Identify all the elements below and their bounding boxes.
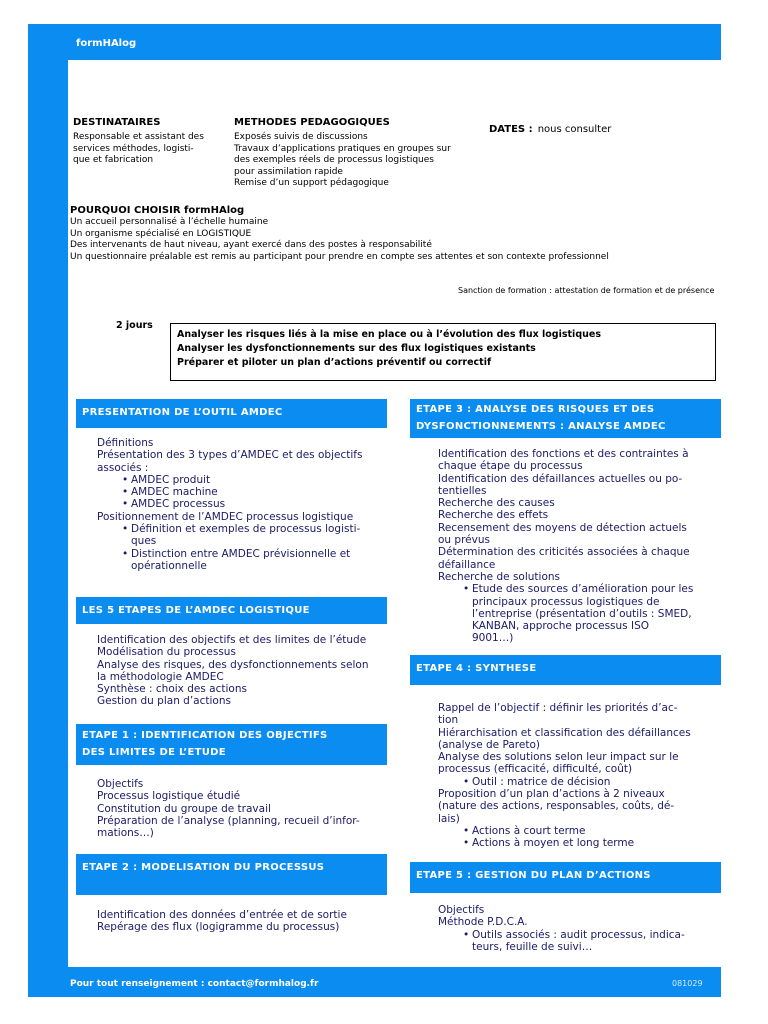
bullet-list [438,776,691,788]
pourquoi-line: Des intervenants de haut niveau, ayant exercé dans des postes à responsabilité [70,240,432,250]
section-title: DYSFONCTIONNEMENTS : ANALYSE AMDEC [416,421,666,432]
objectives-box [170,323,716,381]
destinataires-block [73,117,223,167]
section-title: LES 5 ETAPES DE L’AMDEC LOGISTIQUE [82,605,310,616]
bullet-text: Outil : matrice de décision [472,775,611,788]
left-frame-bar [28,24,68,997]
list-item: Repérage des flux (logigramme du processus) [97,921,340,934]
bullet-text: principaux processus logistiques de [472,595,660,608]
section-header-etape-4 [410,655,721,685]
section-title: ETAPE 5 : GESTION DU PLAN D’ACTIONS [416,870,651,881]
list-item: défaillance [438,558,496,571]
dates-value: nous consulter [537,124,612,135]
bullet-icon: • [463,837,470,850]
bullet-text: Définition et exemples de processus logisti- [131,523,361,536]
pourquoi-title: POURQUOI CHOISIR formHAlog [70,205,245,216]
footer-code: 081029 [672,979,703,988]
pourquoi-line: Un questionnaire préalable est remis au participant pour prendre en compte ses attentes et son contexte professionnel [70,251,609,262]
list-item: (nature des actions, responsables, coûts, dé- [438,800,675,813]
bullet-text: Outils associés : audit processus, indica- [472,928,685,941]
destinataires-line: que et fabrication [73,155,154,165]
bullet-icon: • [122,547,129,560]
section-header-etape-5 [410,862,721,893]
section-body-etape-4 [438,702,691,850]
list-item: Rappel de l’objectif : définir les priorités d’ac- [438,702,678,714]
list-item: Présentation des 3 types d’AMDEC et des objectifs [97,449,363,462]
list-item: Identification des données d’entrée et de sortie [97,909,347,921]
bullet-icon: • [122,523,129,536]
list-item: tion [438,714,459,727]
section-title: ETAPE 4 : SYNTHESE [416,663,537,674]
list-item: Recherche des effets [438,509,549,522]
objective-item: Analyser les dysfonctionnements sur des flux logistiques existants [177,343,536,354]
list-item: Identification des fonctions et des contraintes à [438,448,689,460]
bullet-icon: • [463,824,470,837]
bullet-item [97,498,362,510]
dates-block [489,117,611,136]
section-body-presentation [97,437,362,572]
list-item: Définitions [97,437,154,449]
bullet-list [438,583,693,644]
list-item: Hiérarchisation et classification des défaillances [438,726,691,739]
bullet-text: AMDEC processus [131,498,226,511]
methodes-line: des exemples réels de processus logistiques [234,155,434,165]
section-title: ETAPE 2 : MODELISATION DU PROCESSUS [82,862,325,873]
list-item: tentielles [438,484,487,497]
list-item: Modélisation du processus [97,646,236,659]
bullet-item [97,548,362,573]
list-item: Constitution du groupe de travail [97,802,271,815]
list-item: Analyse des solutions selon leur impact sur le [438,751,679,764]
duration-label: 2 jours [116,320,153,331]
list-item: Préparation de l’analyse (planning, recueil d’infor- [97,814,360,827]
section-header-etape-3 [410,399,721,438]
bullet-icon: • [463,583,470,596]
methodes-line: Travaux d’applications pratiques en groupes sur [234,143,451,154]
pourquoi-line: Un organisme spécialisé en LOGISTIQUE [70,228,252,239]
section-header-etape-1 [76,724,387,765]
list-item: mations…) [97,827,154,840]
pourquoi-block [70,205,609,263]
section-body-etape-2 [97,909,347,934]
bullet-text: AMDEC machine [131,486,218,499]
list-item: Identification des défaillances actuelles ou po- [438,472,683,485]
bullet-icon: • [463,775,470,788]
dates-title: DATES : [489,124,533,135]
bullet-item [97,523,362,548]
brand-name: formHAlog [76,38,137,49]
list-item: lais) [438,812,460,825]
destinataires-title: DESTINATAIRES [73,117,161,128]
list-item: (analyse de Pareto) [438,738,540,751]
objective-item: Préparer et piloter un plan d’actions préventif ou correctif [177,357,492,368]
methodes-line: pour assimilation rapide [234,166,343,177]
list-item: Recherche des causes [438,497,555,510]
bullet-text: Etude des sources d’amélioration pour les [472,583,694,596]
section-body-5-etapes [97,634,369,708]
list-item: Recherche de solutions [438,570,560,583]
list-item: Gestion du plan d’actions [97,695,231,708]
methodes-title: METHODES PEDAGOGIQUES [234,117,390,128]
section-header-5-etapes [76,597,387,624]
list-item: Positionnement de l’AMDEC processus logistique [97,510,354,523]
section-header-etape-2 [76,854,387,895]
bullet-item [97,474,362,486]
bullet-icon: • [122,473,129,486]
bullet-text: Distinction entre AMDEC prévisionnelle et [131,547,351,560]
list-item: Objectifs [438,904,485,916]
methodes-line: Remise d’un support pédagogique [234,178,389,188]
bullet-text: Actions à court terme [472,824,586,837]
list-item: processus (efficacité, difficulté, coût) [438,763,633,776]
pourquoi-line: Un accueil personnalisé à l’échelle humaine [70,217,269,227]
list-item: Recensement des moyens de détection actuels [438,521,687,534]
destinataires-line: Responsable et assistant des [73,132,204,142]
section-title: PRESENTATION DE L’OUTIL AMDEC [82,407,283,418]
bullet-text: ques [131,535,157,548]
list-item: Objectifs [97,778,144,790]
sanction-text: Sanction de formation : attestation de formation et de présence [458,286,715,295]
list-item: Proposition d’un plan d’actions à 2 niveaux [438,788,665,801]
bullet-text: opérationnelle [131,559,207,572]
section-title: ETAPE 3 : ANALYSE DES RISQUES ET DES [416,404,655,415]
bullet-icon: • [463,928,470,941]
section-title: DES LIMITES DE L’ETUDE [82,747,226,758]
bullet-list [438,929,685,954]
bullet-list [438,825,691,850]
bullet-text: Actions à moyen et long terme [472,837,635,850]
bullet-icon: • [122,498,129,511]
list-item: Synthèse : choix des actions [97,683,247,696]
list-item: Méthode P.D.C.A. [438,916,528,929]
bullet-text: AMDEC produit [131,473,211,486]
objective-item: Analyser les risques liés à la mise en place ou à l’évolution des flux logistiques [177,329,601,340]
bullet-text: teurs, feuille de suivi… [472,940,593,953]
section-body-etape-3 [438,448,693,645]
bullet-list [97,523,362,572]
bullet-item [438,825,691,837]
bullet-icon: • [122,486,129,499]
bullet-text: l’entreprise (présentation d’outils : SMED, [472,607,692,620]
section-header-presentation [76,399,387,428]
list-item: chaque étape du processus [438,460,583,473]
list-item: Processus logistique étudié [97,790,241,803]
section-title: ETAPE 1 : IDENTIFICATION DES OBJECTIFS [82,730,328,741]
bullet-item [438,929,685,954]
bullet-item [438,583,693,644]
methodes-block [234,117,484,190]
bullet-item [97,486,362,498]
list-item: la méthodologie AMDEC [97,670,224,683]
section-body-etape-1 [97,778,360,839]
list-item: Détermination des criticités associées à chaque [438,546,690,559]
destinataires-line: services méthodes, logisti- [73,143,194,154]
bullet-text: KANBAN, approche processus ISO [472,620,649,633]
bullet-list [97,474,362,511]
methodes-line: Exposés suivis de discussions [234,132,368,142]
list-item: Analyse des risques, des dysfonctionnements selon [97,658,369,671]
list-item: Identification des objectifs et des limites de l’étude [97,634,367,646]
bullet-item [438,776,691,788]
bullet-item [438,837,691,849]
bullet-text: 9001…) [472,632,514,645]
list-item: associés : [97,461,149,474]
footer-contact[interactable]: Pour tout renseignement : contact@formhalog.fr [70,979,319,989]
section-body-etape-5 [438,904,685,953]
list-item: ou prévus [438,534,490,547]
